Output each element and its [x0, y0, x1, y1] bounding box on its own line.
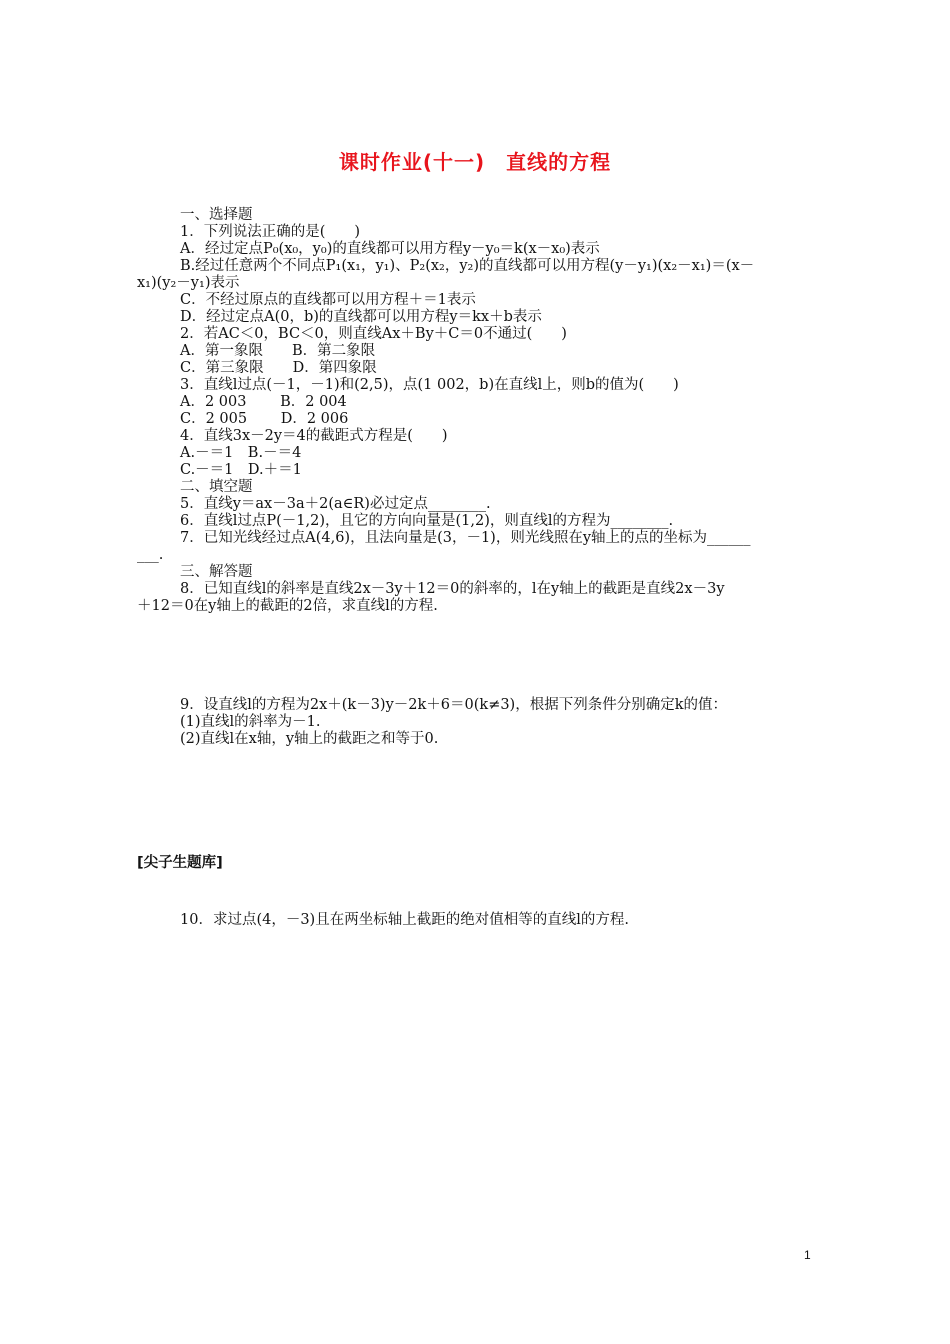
- question-9-part-2: (2)直线l在x轴，y轴上的截距之和等于0.: [180, 731, 439, 747]
- question-1-option-a: A．经过定点P₀(x₀，y₀)的直线都可以用方程y－y₀＝k(x－x₀)表示: [180, 241, 600, 257]
- question-4: 4．直线3x－2y＝4的截距式方程是( ): [180, 428, 448, 444]
- section-heading-answer: 三、解答题: [180, 564, 253, 580]
- question-7: 7．已知光线经过点A(4,6)，且法向量是(3，－1)，则光线照在y轴上的点的坐标为______: [180, 530, 751, 546]
- page-number: 1: [804, 1248, 811, 1262]
- question-5: 5．直线y＝ax－3a＋2(a∈R)必过定点________.: [180, 496, 491, 512]
- section-heading-fill: 二、填空题: [180, 479, 253, 495]
- question-3: 3．直线l过点(－1，－1)和(2,5)，点(1 002，b)在直线l上，则b的值为( ): [180, 377, 679, 393]
- page-title: 课时作业(十一) 直线的方程: [338, 150, 612, 174]
- question-4-options-ab: A.－＝1 B.－＝4: [180, 445, 302, 461]
- question-3-options-ab: A．2 003 B．2 004: [180, 394, 347, 410]
- question-9: 9．设直线l的方程为2x＋(k－3)y－2k＋6＝0(k≠3)，根据下列条件分别确定k的值：: [180, 697, 728, 713]
- section-heading-choice: 一、选择题: [180, 207, 253, 223]
- question-2-options-ab: A．第一象限 B．第二象限: [180, 343, 376, 359]
- question-3-options-cd: C．2 005 D．2 006: [180, 411, 349, 427]
- question-2: 2．若AC＜0，BC＜0，则直线Ax＋By＋C＝0不通过( ): [180, 326, 567, 342]
- question-1-option-d: D．经过定点A(0，b)的直线都可以用方程y＝kx＋b表示: [180, 309, 542, 325]
- question-6: 6．直线l过点P(－1,2)，且它的方向向量是(1,2)，则直线l的方程为________.: [180, 513, 674, 529]
- question-1-option-b: B.经过任意两个不同点P₁(x₁，y₁)、P₂(x₂，y₂)的直线都可以用方程(y－y₁)(x₂－x₁)＝(x－: [180, 258, 755, 274]
- question-1-option-c: C．不经过原点的直线都可以用方程＋＝1表示: [180, 292, 476, 308]
- question-7-continued: ___.: [137, 547, 164, 563]
- section-label-top-students: [尖子生题库]: [137, 855, 223, 871]
- question-9-part-1: (1)直线l的斜率为－1.: [180, 714, 321, 730]
- question-1-option-b-continued: x₁)(y₂－y₁)表示: [137, 275, 240, 291]
- question-2-options-cd: C．第三象限 D．第四象限: [180, 360, 377, 376]
- question-8: 8．已知直线l的斜率是直线2x－3y＋12＝0的斜率的，l在y轴上的截距是直线2x－3y: [180, 581, 725, 597]
- question-1: 1．下列说法正确的是( ): [180, 224, 361, 240]
- question-4-options-cd: C.－＝1 D.＋＝1: [180, 462, 302, 478]
- question-10: 10．求过点(4，－3)且在两坐标轴上截距的绝对值相等的直线l的方程.: [180, 912, 629, 928]
- question-8-continued: ＋12＝0在y轴上的截距的2倍，求直线l的方程.: [137, 598, 438, 614]
